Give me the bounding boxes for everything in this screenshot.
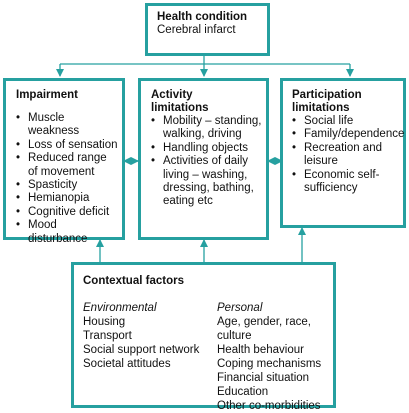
personal-column bbox=[217, 301, 333, 413]
activity-list bbox=[151, 115, 262, 209]
activity-item: • Mobility – standing, walking, driving bbox=[151, 115, 262, 142]
impairment-item: • Spasticity bbox=[16, 179, 118, 192]
activity-box bbox=[138, 78, 269, 240]
personal-item: Other co-morbidities bbox=[217, 400, 321, 412]
participation-list bbox=[292, 115, 405, 195]
environmental-item: Transport bbox=[83, 330, 132, 342]
health-condition-subtitle: Cerebral infarct bbox=[157, 24, 236, 36]
health-condition-box bbox=[145, 3, 270, 56]
impairment-box bbox=[3, 78, 125, 245]
activity-item: • Activities of daily living – washing, dressing, bathing, eating etc bbox=[151, 155, 262, 209]
environmental-column bbox=[83, 301, 199, 371]
activity-item: • Handling objects bbox=[151, 142, 262, 155]
impairment-item: • Mood disturbance bbox=[16, 219, 118, 246]
personal-item: Age, gender, race, culture bbox=[217, 316, 311, 342]
participation-box bbox=[280, 78, 406, 228]
participation-item: • Social life bbox=[292, 115, 399, 128]
impairment-list bbox=[16, 112, 118, 246]
activity-title-line1: Activity bbox=[151, 89, 193, 101]
participation-item: • Recreation and leisure bbox=[292, 142, 399, 169]
impairment-title: Impairment bbox=[16, 89, 78, 101]
impairment-item: • Loss of sensation bbox=[16, 139, 118, 152]
impairment-item: • Hemianopia bbox=[16, 192, 118, 205]
personal-heading: Personal bbox=[217, 302, 263, 314]
personal-item: Coping mechanisms bbox=[217, 358, 322, 370]
environmental-item: Housing bbox=[83, 316, 126, 328]
environmental-item: Societal attitudes bbox=[83, 358, 171, 370]
personal-item: Education bbox=[217, 386, 269, 398]
impairment-item: • Cognitive deficit bbox=[16, 206, 118, 219]
impairment-item: • Muscle weakness bbox=[16, 112, 118, 139]
personal-item: Health behaviour bbox=[217, 344, 304, 356]
contextual-factors-box bbox=[71, 262, 336, 412]
environmental-item: Social support network bbox=[83, 344, 200, 356]
participation-title-line2: limitations bbox=[292, 102, 350, 114]
contextual-title: Contextual factors bbox=[83, 275, 184, 287]
environmental-heading: Environmental bbox=[83, 302, 157, 314]
participation-item: • Family/dependence bbox=[292, 128, 399, 141]
participation-item: • Economic self-sufficiency bbox=[292, 169, 399, 196]
health-condition-title: Health condition bbox=[157, 11, 248, 23]
impairment-item: • Reduced range of movement bbox=[16, 152, 118, 179]
personal-item: Financial situation bbox=[217, 372, 310, 384]
participation-title-line1: Participation bbox=[292, 89, 362, 101]
activity-title-line2: limitations bbox=[151, 102, 209, 114]
